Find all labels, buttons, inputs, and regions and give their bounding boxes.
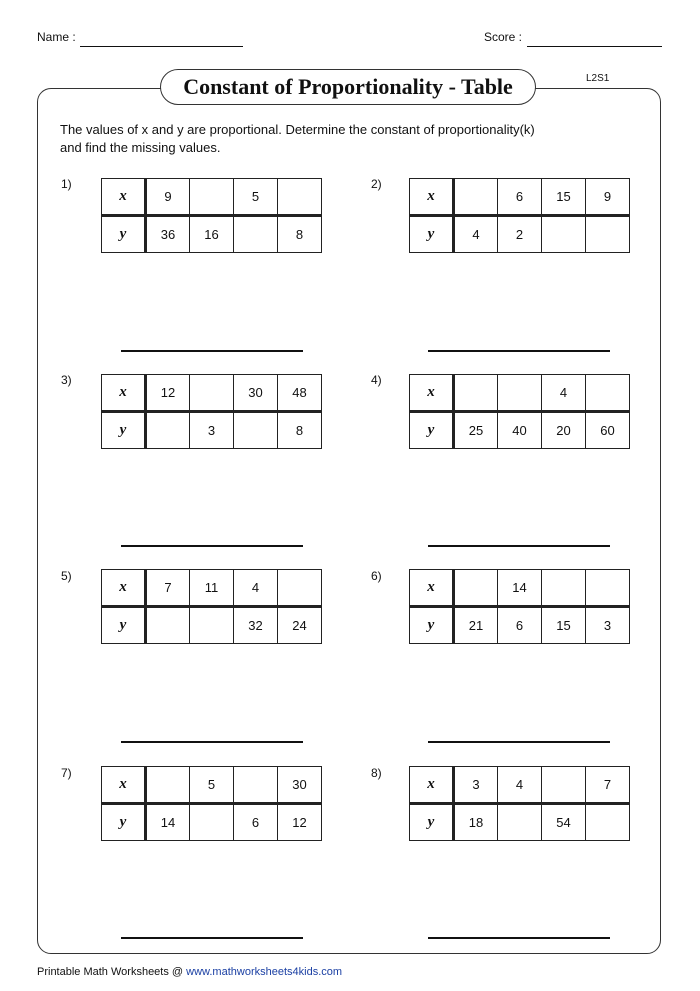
x-cell[interactable] <box>454 570 498 607</box>
proportion-table <box>101 766 322 841</box>
y-label: y <box>102 607 146 644</box>
x-cell[interactable] <box>234 767 278 804</box>
problem-number: 1) <box>61 177 72 191</box>
footer-prefix: Printable Math Worksheets @ <box>37 966 184 978</box>
y-label: y <box>102 216 146 253</box>
y-cell[interactable]: 36 <box>146 216 190 253</box>
y-cell[interactable] <box>498 804 542 841</box>
problem-number: 3) <box>61 373 72 387</box>
proportion-table <box>101 374 322 449</box>
y-label: y <box>410 412 454 449</box>
proportion-table <box>409 569 630 644</box>
y-cell[interactable]: 3 <box>586 607 630 644</box>
answer-line[interactable] <box>121 545 303 547</box>
x-cell[interactable]: 3 <box>454 767 498 804</box>
y-cell[interactable] <box>586 804 630 841</box>
x-cell[interactable]: 5 <box>190 767 234 804</box>
answer-line[interactable] <box>428 350 610 352</box>
x-cell[interactable]: 4 <box>234 570 278 607</box>
y-cell[interactable]: 20 <box>542 412 586 449</box>
y-cell[interactable]: 25 <box>454 412 498 449</box>
x-cell[interactable] <box>498 375 542 412</box>
x-label: x <box>410 375 454 412</box>
x-cell[interactable] <box>278 570 322 607</box>
y-cell[interactable]: 8 <box>278 216 322 253</box>
x-cell[interactable]: 6 <box>498 179 542 216</box>
y-cell[interactable] <box>146 607 190 644</box>
x-cell[interactable] <box>586 570 630 607</box>
y-cell[interactable]: 12 <box>278 804 322 841</box>
instructions-line-2: and find the missing values. <box>60 140 221 155</box>
proportion-table <box>409 178 630 253</box>
y-cell[interactable] <box>190 607 234 644</box>
x-label: x <box>102 767 146 804</box>
y-cell[interactable]: 3 <box>190 412 234 449</box>
y-cell[interactable]: 40 <box>498 412 542 449</box>
y-cell[interactable] <box>146 412 190 449</box>
y-cell[interactable]: 4 <box>454 216 498 253</box>
problem-number: 4) <box>371 373 382 387</box>
score-field-line[interactable] <box>527 46 662 47</box>
problem-number: 7) <box>61 766 72 780</box>
y-cell[interactable]: 6 <box>498 607 542 644</box>
x-cell[interactable] <box>278 179 322 216</box>
x-cell[interactable]: 15 <box>542 179 586 216</box>
x-cell[interactable]: 48 <box>278 375 322 412</box>
y-cell[interactable] <box>586 216 630 253</box>
x-cell[interactable] <box>454 375 498 412</box>
footer-url-link[interactable]: www.mathworksheets4kids.com <box>186 966 343 978</box>
y-cell[interactable]: 14 <box>146 804 190 841</box>
x-label: x <box>102 179 146 216</box>
x-cell[interactable]: 7 <box>146 570 190 607</box>
x-cell[interactable] <box>190 375 234 412</box>
x-cell[interactable]: 7 <box>586 767 630 804</box>
proportion-table <box>101 569 322 644</box>
proportion-table <box>101 178 322 253</box>
y-cell[interactable] <box>542 216 586 253</box>
problem-number: 8) <box>371 766 382 780</box>
x-cell[interactable] <box>454 179 498 216</box>
name-label: Name : <box>37 30 76 44</box>
y-label: y <box>410 216 454 253</box>
x-cell[interactable] <box>542 767 586 804</box>
y-cell[interactable]: 15 <box>542 607 586 644</box>
y-cell[interactable]: 6 <box>234 804 278 841</box>
y-label: y <box>102 804 146 841</box>
worksheet-code: L2S1 <box>586 73 610 84</box>
y-cell[interactable] <box>190 804 234 841</box>
answer-line[interactable] <box>428 741 610 743</box>
x-cell[interactable]: 9 <box>586 179 630 216</box>
problem-number: 2) <box>371 177 382 191</box>
x-label: x <box>102 570 146 607</box>
y-cell[interactable]: 8 <box>278 412 322 449</box>
x-label: x <box>410 767 454 804</box>
x-label: x <box>410 570 454 607</box>
y-cell[interactable]: 54 <box>542 804 586 841</box>
x-cell[interactable]: 4 <box>498 767 542 804</box>
answer-line[interactable] <box>121 350 303 352</box>
x-label: x <box>102 375 146 412</box>
x-cell[interactable] <box>190 179 234 216</box>
instructions <box>60 121 660 157</box>
name-field-line[interactable] <box>80 46 243 47</box>
footer <box>37 966 342 978</box>
proportion-table <box>409 766 630 841</box>
y-cell[interactable]: 24 <box>278 607 322 644</box>
x-cell[interactable] <box>542 570 586 607</box>
y-label: y <box>410 607 454 644</box>
x-cell[interactable]: 4 <box>542 375 586 412</box>
y-cell[interactable] <box>234 216 278 253</box>
answer-line[interactable] <box>121 741 303 743</box>
y-cell[interactable]: 2 <box>498 216 542 253</box>
y-cell[interactable]: 60 <box>586 412 630 449</box>
x-cell[interactable]: 14 <box>498 570 542 607</box>
y-cell[interactable]: 21 <box>454 607 498 644</box>
y-cell[interactable]: 32 <box>234 607 278 644</box>
x-cell[interactable]: 9 <box>146 179 190 216</box>
x-cell[interactable]: 11 <box>190 570 234 607</box>
x-cell[interactable] <box>586 375 630 412</box>
y-cell[interactable] <box>234 412 278 449</box>
proportion-table <box>409 374 630 449</box>
y-cell[interactable]: 18 <box>454 804 498 841</box>
answer-line[interactable] <box>121 937 303 939</box>
instructions-line-1: The values of x and y are proportional. Determine the constant of proportionality(k) <box>60 122 535 137</box>
answer-line[interactable] <box>428 545 610 547</box>
answer-line[interactable] <box>428 937 610 939</box>
y-label: y <box>102 412 146 449</box>
x-cell[interactable]: 30 <box>278 767 322 804</box>
y-cell[interactable]: 16 <box>190 216 234 253</box>
x-cell[interactable]: 12 <box>146 375 190 412</box>
score-label: Score : <box>484 30 523 44</box>
problem-number: 6) <box>371 569 382 583</box>
x-label: x <box>410 179 454 216</box>
problem-number: 5) <box>61 569 72 583</box>
y-label: y <box>410 804 454 841</box>
x-cell[interactable]: 5 <box>234 179 278 216</box>
x-cell[interactable]: 30 <box>234 375 278 412</box>
worksheet-title: Constant of Proportionality - Table <box>160 69 536 105</box>
x-cell[interactable] <box>146 767 190 804</box>
